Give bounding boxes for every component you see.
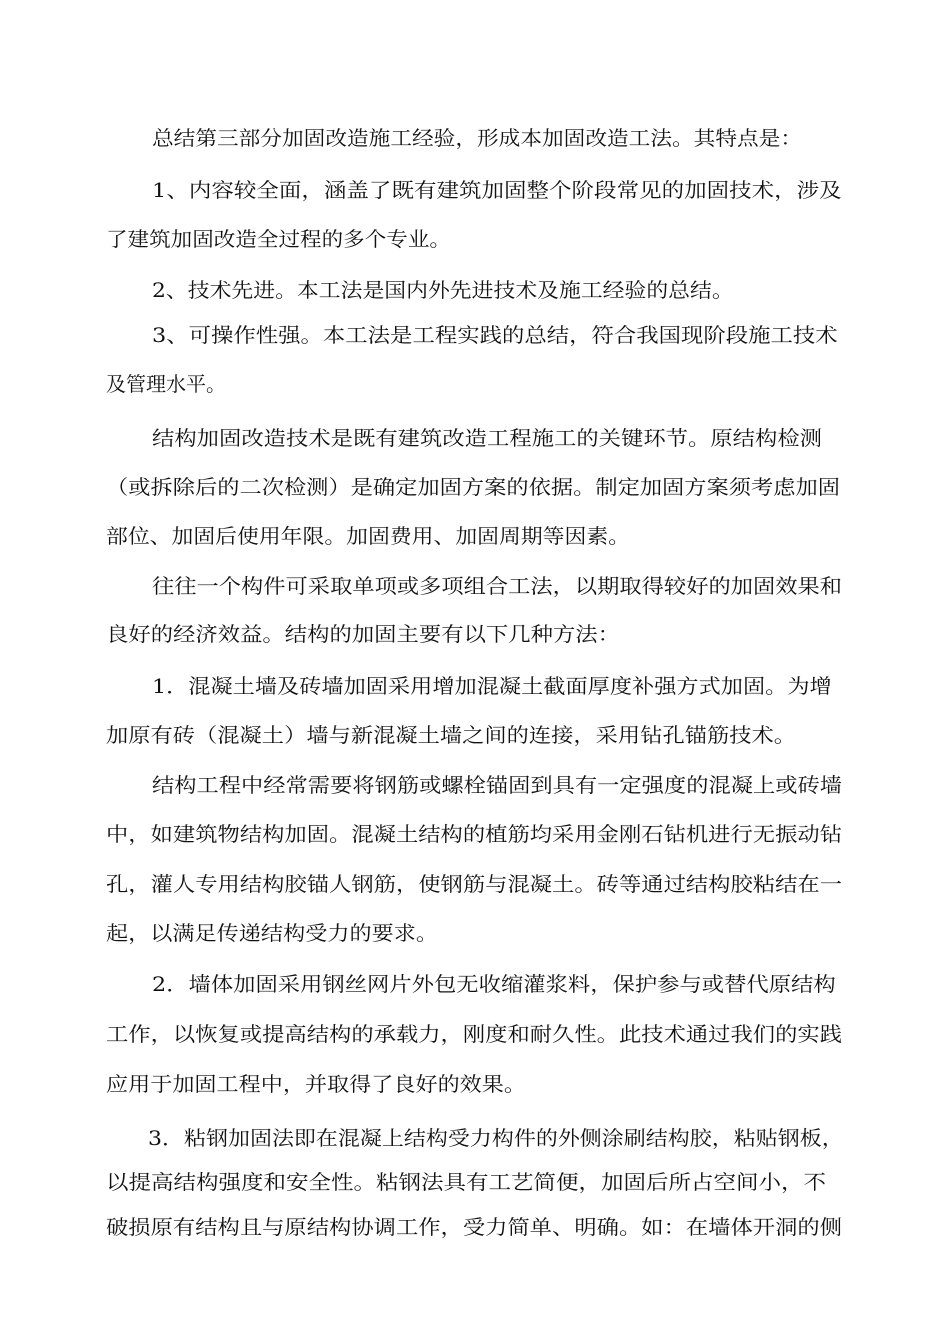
text-line: 3、可操作性强。本工法是工程实践的总结，符合我国现阶段施工技术 [152,323,838,347]
text-line: 2、技术先进。本工法是国内外先进技术及施工经验的总结。 [152,278,734,302]
text-line: 良好的经济效益。结构的加固主要有以下几种方法： [106,622,620,646]
text-line: 及管理水平。 [106,372,226,396]
text-line: 往往一个构件可采取单项或多项组合工法，以期取得较好的加固效果和 [152,574,842,598]
text-line: 结构工程中经常需要将钢筋或螺栓锚固到具有一定强度的混凝上或砖墙 [152,773,842,797]
text-line: 应用于加固工程中，并取得了良好的效果。 [106,1072,526,1096]
text-line: 工作，以恢复或提高结构的承载力，刚度和耐久性。此技术通过我们的实践 [106,1022,842,1046]
text-line: 中，如建筑物结构加固。混凝土结构的植筋均采用金刚石钻机进行无振动钻 [106,822,842,846]
text-line: 孔，灌人专用结构胶锚人钢筋，使钢筋与混凝土。砖等通过结构胶粘结在一 [106,872,842,896]
text-line: 1、内容较全面，涵盖了既有建筑加固整个阶段常见的加固技术，涉及 [152,178,842,202]
text-line: 总结第三部分加固改造施工经验，形成本加固改造工法。其特点是： [152,126,802,150]
text-line: 加原有砖（混凝土）墙与新混凝土墙之间的连接，采用钻孔锚筋技术。 [106,723,796,747]
text-line: （或拆除后的二次检测）是确定加固方案的依据。制定加固方案须考虑加固 [106,475,840,499]
text-line: 2．墙体加固采用钢丝网片外包无收缩灌浆料，保护参与或替代原结构 [152,972,836,996]
text-line: 部位、加固后使用年限。加固费用、加固周期等因素。 [106,524,630,548]
text-line: 1．混凝土墙及砖墙加固采用增加混凝土截面厚度补强方式加固。为增 [152,674,832,698]
text-line: 起，以满足传递结构受力的要求。 [106,921,438,945]
text-line: 了建筑加固改造全过程的多个专业。 [106,227,451,251]
text-line: 3．粘钢加固法即在混凝上结构受力构件的外侧涂刷结构胶，粘贴钢板， [148,1126,844,1150]
text-line: 以提高结构强度和安全性。粘钢法具有工艺简便，加固后所占空间小，不 [106,1170,826,1194]
text-line: 结构加固改造技术是既有建筑改造工程施工的关键环节。原结构检测 [152,426,822,450]
text-line: 破损原有结构且与原结构协调工作，受力简单、明确。如：在墙体开洞的侧 [106,1215,842,1239]
